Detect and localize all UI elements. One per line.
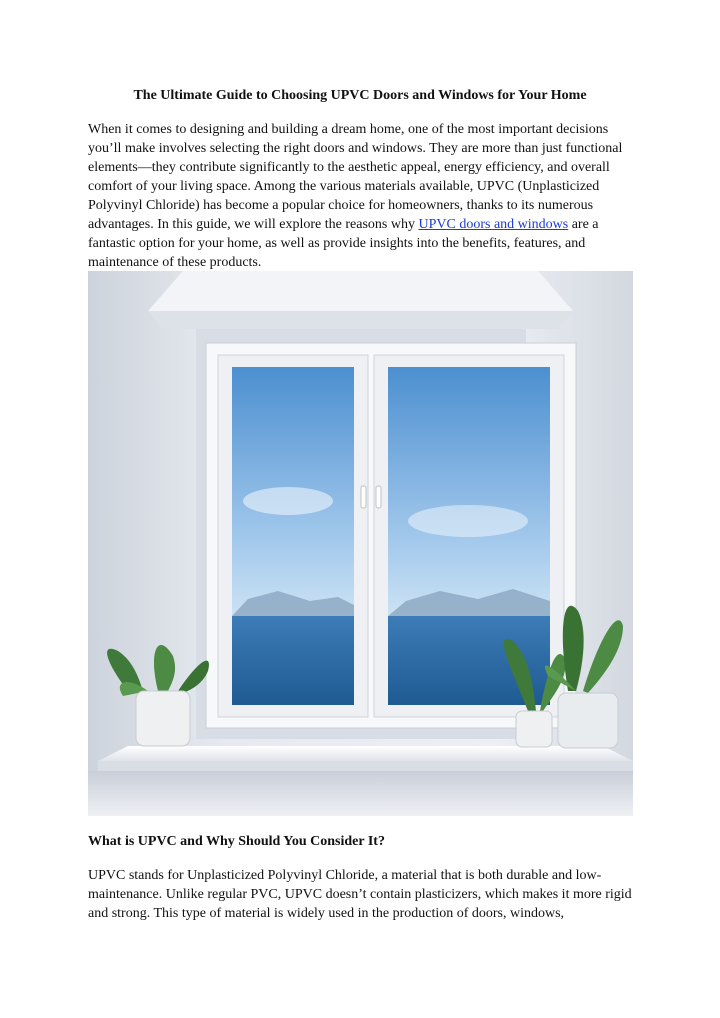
section-paragraph: UPVC stands for Unplasticized Polyvinyl Chloride, a material that is both durable and low-maintenance. Unlike regular PVC, UPVC doesn’t contain plasticizers, which makes it more rigid and strong. This type of material is widely used in the production of doors, windows,: [88, 868, 632, 921]
intro-text-before-link: When it comes to designing and building a dream home, one of the most important decisions you’ll make involves selecting the right doors and windows. They are more than just functional elements—they contribute significantly to the aesthetic appeal, energy efficiency, and overall comfort of your living space. Among the various materials available, UPVC (Unplasticized Polyvinyl Chloride) has become a popular choice for homeowners, thanks to its numerous advantages. In this guide, we will explore the reasons why: [88, 122, 623, 232]
section-heading: What is UPVC and Why Should You Consider It?: [88, 834, 385, 849]
upvc-doors-windows-link[interactable]: UPVC doors and windows: [418, 217, 569, 232]
document-title: The Ultimate Guide to Choosing UPVC Doors and Windows for Your Home: [133, 88, 587, 103]
intro-text-after-link: are a fantastic option for your home, as well as provide insights into the benefits, features, and maintenance of these products.: [88, 217, 599, 270]
intro-paragraph: [88, 120, 640, 272]
window-photo: [88, 271, 633, 816]
